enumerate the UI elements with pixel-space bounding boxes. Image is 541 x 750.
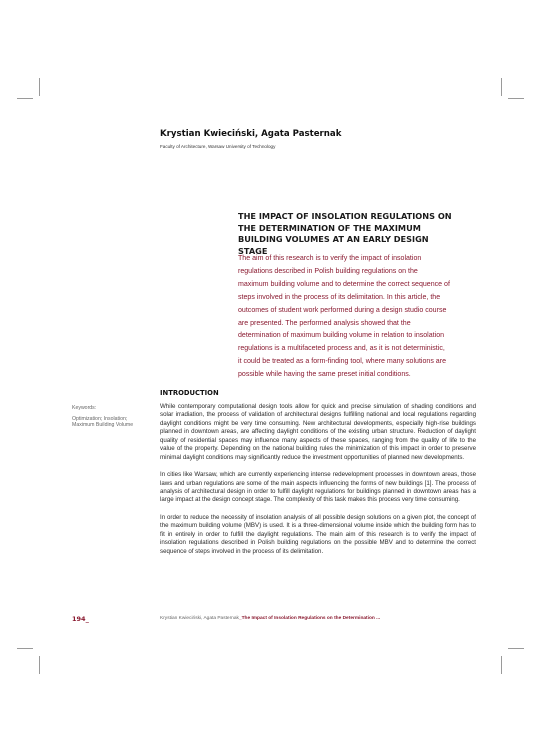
paragraph: In cities like Warsaw, which are currently experiencing intense redevelopment processes in downtown areas, those laws and urban regulations are some of the main aspects influencing the forms of new buildings [1]. The process of analysis of architectural design in order to fulfill daylight regulations for buildings planned in downtown areas has a large impact at the design concept stage. The complexity of this task makes this process very time consuming.	[160, 471, 476, 504]
crop-mark	[501, 656, 502, 674]
crop-mark	[39, 656, 40, 674]
crop-mark	[39, 78, 40, 96]
abstract: The aim of this research is to verify the impact of insolation regulations described in Polish building regulations on the maximum building volume and to determine the correct sequence of steps involved in the process of its delimitation. In this article, the outcomes of student work performed during a design studio course are presented. The performed analysis showed that the determination of maximum building volume in relation to insolation regulations is a multifaceted process and, as it is not deterministic, it could be treated as a form-finding tool, where many solutions are possible while having the same preset initial conditions.	[238, 255, 450, 379]
paper-title: THE IMPACT OF INSOLATION REGULATIONS ON THE DETERMINATION OF THE MAXIMUM BUILDING VOLUMES AT AN EARLY DESIGN STAGE	[238, 211, 452, 256]
crop-mark	[17, 98, 33, 99]
body-text	[160, 403, 476, 565]
crop-mark	[501, 78, 502, 96]
crop-mark	[508, 648, 524, 649]
page-number: 194_	[72, 615, 89, 623]
keywords	[72, 405, 142, 429]
crop-mark	[508, 98, 524, 99]
running-header	[160, 616, 380, 621]
running-title: _The Impact of Insolation Regulations on the Determination ...	[238, 616, 381, 621]
keywords-label: Keywords:	[72, 405, 97, 411]
paragraph: In order to reduce the necessity of insolation analysis of all possible design solutions on a given plot, the concept of the maximum building volume (MBV) is used. It is a three-dimensional volume inside which the building form has to fit in entirely in order to fulfill the daylight regulations. The main aim of this research is to verify the impact of insolation regulations described in Polish building regulations on the possible MBV and to determine the correct sequence of steps involved in the process of its delimitation.	[160, 513, 476, 555]
affiliation: Faculty of Architecture, Warsaw University of Technology	[160, 144, 276, 149]
paragraph: While contemporary computational design tools allow for quick and precise simulation of shading conditions and solar irradiation, the process of validation of architectural designs fulfilling national and local regulations regarding daylight conditions might be very time consuming. New architectural developments, especially high-rise buildings planned in downtown areas, are affecting daylight conditions of the existing urban structure. Reduction of daylight quality of residential spaces may influence many aspects of these spaces, ranging from the quality of life to the value of the property. Depending on the national building rules the minimization of this impact in order to preserve minimal daylight conditions may significantly reduce the investment opportunities of planned new developments.	[160, 403, 476, 461]
authors: Krystian Kwieciński, Agata Pasternak	[160, 129, 342, 139]
section-title: INTRODUCTION	[160, 389, 219, 397]
crop-mark	[17, 648, 33, 649]
keywords-list: Optimization; Insolation; Maximum Building Volume	[72, 415, 134, 429]
running-authors: Krystian Kwieciński, Agata Pasternak	[160, 616, 239, 621]
